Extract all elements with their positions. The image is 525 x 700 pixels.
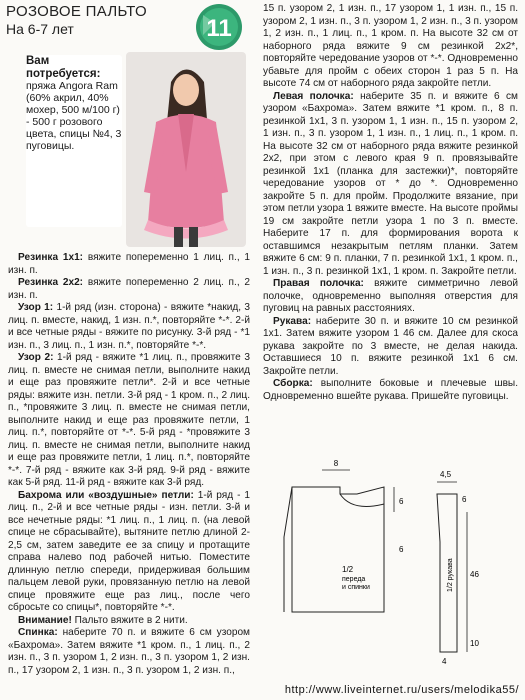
paragraph-right-front: Правая полочка: вяжите симметрично левой полочке, одновременно выполняя отверстия для пуговиц на равных расстояниях. xyxy=(263,278,519,314)
paragraph-fringe: Бахрома или «воздушные» петли: 1-й ряд - 1 лиц. п., 2-й и все четные ряды - изн. петли. 3-й и все нечетные ряды: *1 лиц. п., 1 лиц. п. (на левой спице не сбрасывайте), вытяните петлю длиной 2-2,5 см, затем заведите ее за спицу и протащите справа налево под рабочей нитью. Поместите длинную петлю спереди, придерживая большим пальцем левой руки, провязанную петлю на левой спице провяжите еще раз лиц., после чего сбросьте со спицы*, повторяйте *-*. xyxy=(8,489,250,613)
paragraph-pattern-1: Узор 1: 1-й ряд (изн. сторона) - вяжите *накид, 3 лиц. п. вместе, накид, 1 изн. п.*, повторяйте *-*. 2-й и все четные ряды - вяжите по рисунку. 3-й ряд - *1 изн. п., 3 лиц. п., 1 изн. п.*, повторяйте *-*. xyxy=(8,302,250,351)
paragraph-rib-2x2: Резинка 2х2: вяжите попеременно 2 лиц. п., 2 изн. п. xyxy=(8,277,251,301)
dim-sleeve-top: 4,5 xyxy=(440,470,452,479)
body-outline xyxy=(292,487,384,612)
materials-box xyxy=(26,55,122,227)
sleeve-label: 1/2 рукава xyxy=(447,558,454,592)
paragraph-back-continued: 15 п. узором 2, 1 изн. п., 17 узором 1, 1 изн. п., 15 п. узором 2, 1 изн. п., 3 п. узором 1, 2 изн. п., 3 п. узором 1, 2 изн. п., 1 лиц. п., 1 кром. п. На высоте 32 см от наборного ряда вяжите 9 см резинкой 2х2*, повторяйте чередование узоров от *-*. Одновременно убавьте для пройм с обеих сторон 1 раз 5 п. На высоте 74 см от наборного ряда закройте петли. xyxy=(263,3,518,89)
dim-shoulder: 6 xyxy=(399,497,404,506)
body-label-3: и спинки xyxy=(342,584,370,591)
number-badge xyxy=(195,3,243,51)
pattern-diagram xyxy=(262,452,522,682)
neck-curve xyxy=(340,494,384,506)
paragraph-rib-1x1: Резинка 1х1: вяжите попеременно 1 лиц. п., 1 изн. п. xyxy=(8,252,251,276)
armhole-line xyxy=(284,487,292,612)
paragraph-attention: Внимание! Пальто вяжите в 2 нити. xyxy=(18,614,188,626)
right-text-column xyxy=(263,3,518,403)
materials-text: пряжа Angora Ram (60% акрил, 40% мохер, 500 м/100 г) - 500 г розового цвета, спицы №4, 3 пуговицы. xyxy=(26,80,122,152)
paragraph-back: Спинка: наберите 70 п. и вяжите 6 см узором «Бахрома». Затем вяжите *1 кром. п., 1 лиц. п., 2 изн. п., 3 п. узором 1, 2 изн. п., 3 п. узором 1, 2 изн. п., 17 узором 2, 1 изн. п., 3 п. узором 1, 2 изн. п., xyxy=(8,627,250,676)
model-photo xyxy=(126,52,246,247)
paragraph-sleeves: Рукава: наберите 30 п. и вяжите 10 см резинкой 1х1. Затем вяжите узором 1 46 см. Далее для скоса рукава закройте по 3 вместе, не делая накида. Оставшиеся 10 п. вяжите резинкой 1х1 6 см. Закройте петли. xyxy=(263,315,518,377)
dim-cuff: 10 xyxy=(470,639,479,648)
materials-heading: Вам потребуется: xyxy=(26,55,101,80)
page-title: РОЗОВОЕ ПАЛЬТО xyxy=(6,3,147,20)
dim-top: 8 xyxy=(333,459,339,468)
paragraph-left-front: Левая полочка: наберите 35 п. и вяжите 6 см узором «Бахрома». Затем вяжите *1 кром. п., 8 п. резинкой 1х1, 3 п. узором 1, 1 изн. п., 15 п. узором 2, 1 изн. п., 3 п. узором 1, 1 изн. п., 1 лиц. п., 1 кром. п. На высоте 32 см от наборного ряда вяжите резинкой 2х2, при этом с левого края 9 п. провязывайте резинкой 1х1 (планка для застежки)*, повторяйте чередование узоров от * до *. Одновременно закройте 5 п. для пройм. Продолжите вязание, при этом петли узора 1 вяжите вместе. На высоте проймы 19 см закройте петли узора 1 по 3 п. вместе. Наберите 17 п. для формирования ворота к оставшимся незакрытым петлям планки. Затем вяжите 6 см: 9 п. планки, 7 п. резинкой 1х1, 1 кром. п., 1 изн. п., 3 п. резинкой 1х1, 1 кром. п. Закройте петли. xyxy=(263,90,518,277)
dim-sleeve-height: 46 xyxy=(470,570,479,579)
page-subtitle: На 6-7 лет xyxy=(6,21,74,37)
dim-sleeve-small: 4 xyxy=(442,657,447,666)
badge-number: 11 xyxy=(206,15,232,42)
paragraph-assembly: Сборка: выполните боковые и плечевые швы. Одновременно вшейте рукава. Пришейте пуговицы. xyxy=(263,378,518,402)
dim-sleeve-top2: 6 xyxy=(462,495,467,504)
body-label-2: переда xyxy=(342,576,366,583)
girl-in-pink-coat-image xyxy=(126,52,246,247)
paragraph-pattern-2: Узор 2: 1-й ряд - вяжите *1 лиц. п., провяжите 3 лиц. п. вместе не снимая петли, выполните накид и еще раз провяжите петли*. 2-й и все четные ряды: вяжите изн. петли. 3-й ряд - 1 кром. п., 2 лиц. п., *провяжите 3 лиц. п. вместе не снимая петли, выполните накид и еще раз провяжите петли, 1 лиц. п.*, повторяйте от *-*. 5-й ряд - *провяжите 3 лиц. п. вместе не снимая петли, выполните накид и еще раз провяжите петли, 1 лиц. п.*, повторяйте *-*. 7-й ряд - вяжите как 3-й ряд. 9-й ряд - вяжите как 5-й ряд. 11-й ряд - вяжите как 3-й ряд. xyxy=(8,352,250,488)
left-text-column xyxy=(8,252,250,677)
dim-body-height: 6 xyxy=(399,545,404,554)
body-label-1: 1/2 xyxy=(342,565,354,574)
source-watermark: http://www.liveinternet.ru/users/melodika55/ xyxy=(284,684,519,696)
